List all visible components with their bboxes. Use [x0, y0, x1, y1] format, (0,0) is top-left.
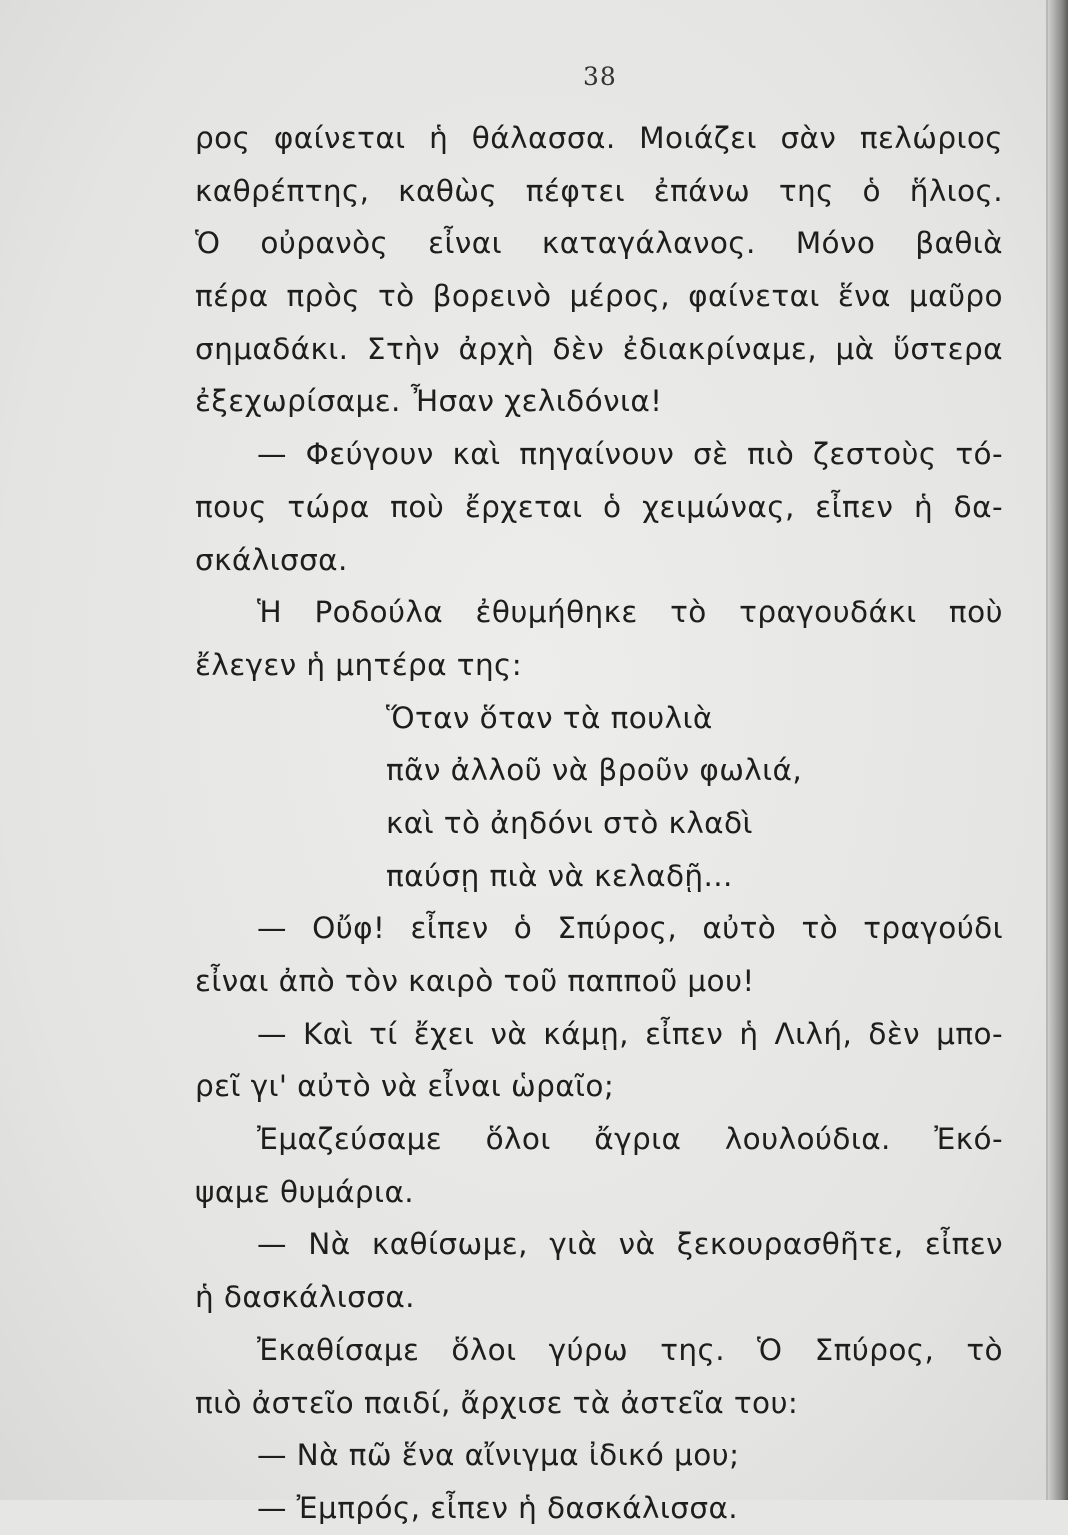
page-binding-shadow	[1048, 0, 1068, 1500]
page-number: 38	[583, 62, 617, 91]
text-line: ρος φαίνεται ἡ θάλασσα. Μοιάζει σὰν πελώριος	[195, 121, 1003, 155]
text-line: Ἐμαζεύσαμε ὅλοι ἄγρια λουλούδια. Ἐκό-	[257, 1122, 1003, 1157]
text-line: παύσῃ πιὰ νὰ κελαδῇ...	[386, 858, 733, 893]
text-line: ἐξεχωρίσαμε. Ἦσαν χελιδόνια!	[195, 384, 663, 419]
text-line: πέρα πρὸς τὸ βορεινὸ μέρος, φαίνεται ἕνα μαῦρο	[195, 279, 1003, 314]
text-line: — Ἐμπρός, εἶπεν ἡ δασκάλισσα.	[257, 1490, 739, 1525]
text-line: Ἐκαθίσαμε ὅλοι γύρω της. Ὁ Σπύρος, τὸ	[257, 1332, 1003, 1367]
body-text	[195, 112, 1003, 1535]
text-line: ἔλεγεν ἡ μητέρα της:	[195, 647, 523, 682]
text-line: Ἡ Ροδούλα ἐθυμήθηκε τὸ τραγουδάκι ποὺ	[257, 595, 1003, 630]
text-line: πους τώρα ποὺ ἔρχεται ὁ χειμώνας, εἶπεν ἡ δα-	[195, 489, 1003, 524]
text-line: — Νὰ καθίσωμε, γιὰ νὰ ξεκουρασθῆτε, εἶπεν	[257, 1227, 1003, 1262]
text-line: — Φεύγουν καὶ πηγαίνουν σὲ πιὸ ζεστοὺς τό-	[257, 437, 1003, 472]
text-line: Ὅταν ὅταν τὰ πουλιὰ	[386, 700, 713, 735]
text-line: πᾶν ἀλλοῦ νὰ βροῦν φωλιά,	[386, 753, 803, 788]
text-line: — Καὶ τί ἔχει νὰ κάμῃ, εἶπεν ἡ Λιλή, δὲν μπο-	[257, 1016, 1003, 1051]
text-line: καὶ τὸ ἀηδόνι στὸ κλαδὶ	[386, 805, 753, 840]
text-line: — Νὰ πῶ ἕνα αἴνιγμα ἰδικό μου;	[257, 1438, 740, 1473]
text-line: σκάλισσα.	[195, 542, 348, 577]
text-line: σημαδάκι. Στὴν ἀρχὴ δὲν ἐδιακρίναμε, μὰ ὕστερα	[195, 331, 1003, 366]
text-line: καθρέπτης, καθὼς πέφτει ἐπάνω της ὁ ἥλιος.	[195, 173, 1003, 208]
text-line: ἡ δασκάλισσα.	[195, 1280, 415, 1315]
text-line: πιὸ ἀστεῖο παιδί, ἄρχισε τὰ ἀστεῖα του:	[195, 1385, 799, 1420]
text-line: εἶναι ἀπὸ τὸν καιρὸ τοῦ παπποῦ μου!	[195, 964, 755, 998]
text-line: Ὁ οὐρανὸς εἶναι καταγάλανος. Μόνο βαθιὰ	[195, 226, 1003, 261]
text-line: ψαμε θυμάρια.	[195, 1174, 415, 1209]
text-line: — Οὔφ! εἶπεν ὁ Σπύρος, αὐτὸ τὸ τραγούδι	[257, 911, 1003, 946]
text-line: ρεῖ γι' αὐτὸ νὰ εἶναι ὡραῖο;	[195, 1069, 615, 1104]
